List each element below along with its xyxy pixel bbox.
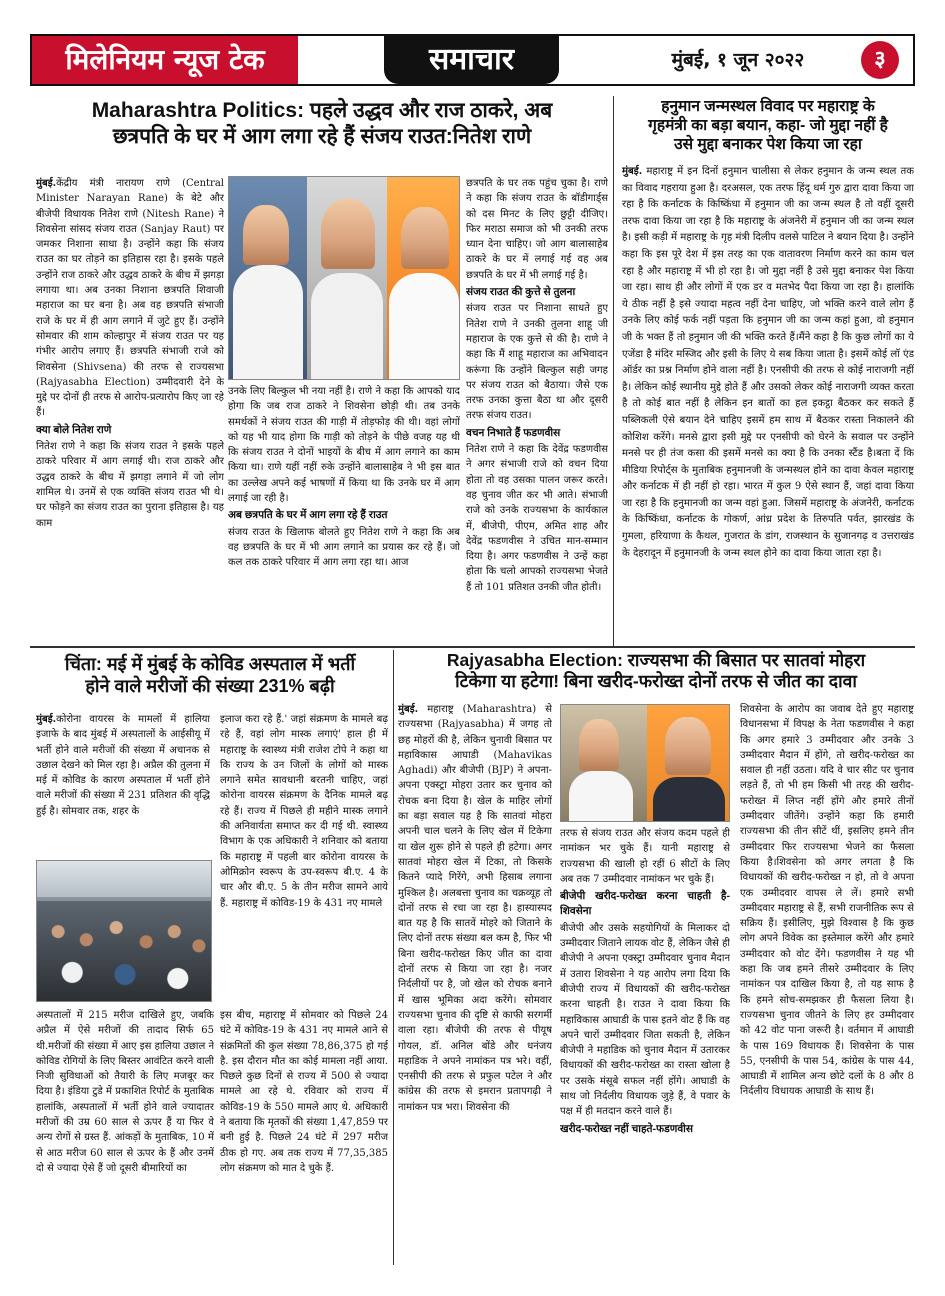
article4-column-3 bbox=[740, 702, 914, 1257]
article1-column-3 bbox=[466, 176, 608, 638]
article1-headline bbox=[36, 98, 608, 149]
politicians-photo bbox=[228, 176, 460, 380]
crowd-heads bbox=[37, 901, 212, 1002]
paragraph: केंद्रीय मंत्री नारायण राणे (Central Minister Narayan Rane) के बेटे और बीजेपी विधायक नितेश राणे (Nitesh Rane) ने शिवसेना सांसद संजय राउत (Sanjay Raut) पर जमकर निशाना साधा है। उन्होंने कहा कि संजय राउत का घर तोड़ने का इतिहास रहा है। इसके पहले उन्होंने राज ठाकरे और उद्धव ठाकरे के बीच में झगड़ा लगाया था। अब उनका निशाना छत्रपति शिवाजी महाराज का घर बना है। अब वह छत्रपति संभाजी राजे के घर में ही आग लगाने में जुटे हुए हैं। उन्होंने सोमवार की शाम कोल्हापुर में संजय राउत पर यह गंभीर आरोप लगाए हैं। छत्रपति संभाजी राजे को शिवसेना (Shivsena) की तरफ से राज्यसभा (Rajyasabha Election) उम्मीदवारी देने के मुद्दे पर दोनों ही तरफ से आरोप-प्रत्यारोप किए जा रहे हैं। bbox=[36, 178, 224, 419]
leader-right-face bbox=[665, 717, 711, 775]
subheading: बीजेपी खरीद-फरोख्त करना चाहती है- शिवसेना bbox=[560, 890, 730, 918]
dateline: मुंबई. bbox=[36, 178, 57, 189]
headline-line: चिंता: मई में मुंबई के कोविड अस्पताल में भर्ती bbox=[64, 654, 356, 674]
section-title: समाचार bbox=[384, 36, 559, 84]
headline-line: टिकेगा या हटेगा! बिना खरीद-फरोख्त दोनों तरफ से जीत का दावा bbox=[455, 671, 857, 692]
paragraph: संजय राउत के खिलाफ बोलते हुए नितेश राणे ने कहा कि अब वह छत्रपति के घर में भी आग लगाने का प्रयास कर रहे हैं। जो कल तक ठाकरे परिवार में आग लगा रहा था। आज bbox=[228, 526, 460, 569]
subheading: खरीद-फरोख्त नहीं चाहते-फडणवीस bbox=[560, 1122, 693, 1135]
paragraph: तरफ से संजय राउत और संजय कदम पहले ही नामांकन भर चुके हैं। यानी महाराष्ट्र से राज्यसभा की खाली हो रहीं 6 सीटों के लिए अब तक 7 उम्मीदवार नामांकन भर चुके हैं। bbox=[560, 828, 730, 885]
paragraph: इलाज करा रहे हैं.' जहां संक्रमण के मामले बढ़ रहे हैं, वहां लोग मास्क लगाएं' हाल ही में महाराष्ट्र के स्वास्थ्य मंत्री राजेश टोपे ने कहा था कि राज्य के उन जिलों के लोगों को मास्क लगाने समेत सावधानी बरतनी चाहिए, जहां कोरोना वायरस संक्रमण के दैनिक मामले बढ़ रहे हैं। राज्य में पिछले ही महीने मास्क लगाने की अनिवार्यता समाप्त कर दी गई थी. स्वास्थ्य विभाग के एक अधिकारी ने शनिवार को बताया कि महाराष्ट्र में पहली बार कोरोना वायरस के ओमिक्रोन स्वरूप के उप-स्वरूप बी.ए. 4 के चार और बी.ए. 5 के तीन मरीज सामने आये हैं. महाराष्ट्र में कोविड-19 के 431 नए मामले bbox=[220, 714, 388, 909]
paragraph: अस्पतालों में 215 मरीज दाखिले हुए, जबकि अप्रैल में ऐसे मरीजों की तादाद सिर्फ 65 थी.मरीजों की संख्या में आए इस हालिया उछाल ने कोविड रोगियों के लिए बिस्तर आवंटित करने वाली निजी सुविधाओं को तैयारी के लिए मजबूर कर दिया है। इंडिया टुडे में प्रकाशित रिपोर्ट के मुताबिक हालांकि, अस्पतालों में भर्ती होने वाले ज्यादातर मरीजों की उम्र 60 साल से ऊपर हैं या फिर वे अन्य रोगों से ग्रस्त हैं. आंकड़ों के मुताबिक, 10 में से आठ मरीज 60 साल से ऊपर के हैं और उनमें दो से ज्यादा ऐसे हैं जो दूसरी बीमारियों का bbox=[36, 1010, 214, 1174]
paragraph: कोरोना वायरस के मामलों में हालिया इजाफे के बाद मुंबई में अस्पतालों के आईसीयू में भर्ती होने वाले मरीजों की संख्या में अचानक से उछाल देखने को मिल रहा है। अप्रैल की तुलना में मई में कोविड के कारण अस्पताल में भर्ती होने वाले मरीजों की संख्या में 231 प्रतिशत की वृद्धि हुई है। सोमवार तक, शहर के bbox=[36, 714, 210, 817]
column-divider bbox=[613, 96, 614, 646]
page-number-badge: ३ bbox=[861, 41, 899, 79]
politician-left-kurta bbox=[233, 265, 303, 380]
article1-column-2 bbox=[228, 384, 460, 640]
headline-line: उसे मुद्दा बनाकर पेश किया जा रहा bbox=[674, 135, 862, 153]
headline-line: गृहमंत्री का बड़ा बयान, कहा- जो मुद्दा नहीं है bbox=[648, 116, 888, 134]
paragraph: छत्रपति के घर तक पहुंच चुका है। राणे ने कहा कि संजय राउत के बॉडीगार्ड्स को दस मिनट के लिए छुट्टी दीजिए। फिर मराठा समाज को भी उनकी तरफ ध्यान देना चाहिए। जो आग बालासाहेब ठाकरे के घर में लगाई गई वह अब छत्रपति के घर में भी लगाई गई है। bbox=[466, 178, 608, 281]
article4-column-1 bbox=[398, 702, 552, 1257]
paper-name: मिलेनियम न्यूज टेक bbox=[32, 36, 298, 84]
leader-left-face bbox=[579, 719, 619, 771]
paragraph: इस बीच, महाराष्ट्र में सोमवार को पिछले 24 घंटे में कोविड-19 के 431 नए मामले आने से संक्रमितों की कुल संख्या 78,86,375 हो गई है. इस दौरान मौत का कोई मामला नहीं आया. पिछले कुछ दिनों से राज्य में 500 से ज्यादा मामले आ रहे थे. रविवार को राज्य में कोविड-19 के 550 मामले आए थे. अधिकारी ने बताया कि मृतकों की संख्या 1,47,859 पर बनी हुई है. पिछले 24 घंटे में 297 मरीज ठीक हो गए. अब तक राज्य में 77,35,385 लोग संक्रमण को मात दे चुके हैं. bbox=[220, 1010, 388, 1174]
article4-column-2 bbox=[560, 826, 730, 1258]
headline-line: हनुमान जन्मस्थल विवाद पर महाराष्ट्र के bbox=[661, 98, 875, 115]
article3-column-2 bbox=[220, 712, 388, 1002]
article1-column-1 bbox=[36, 176, 224, 636]
masthead bbox=[30, 34, 915, 86]
dateline: मुंबई. bbox=[398, 704, 419, 715]
headline-line: Rajyasabha Election: राज्यसभा की बिसात पर सातवां मोहरा bbox=[446, 650, 866, 670]
article3-headline bbox=[32, 654, 388, 698]
politician-center-shirt bbox=[311, 273, 383, 380]
section-divider bbox=[30, 646, 915, 648]
leader-right-jacket bbox=[653, 777, 725, 822]
article4-headline bbox=[398, 650, 914, 693]
subheading: संजय राउत की कुत्ते से तुलना bbox=[466, 286, 576, 299]
crowd-photo bbox=[36, 860, 212, 1002]
paragraph: नितेश राणे ने कहा कि संजय राउत ने इसके पहले ठाकरे परिवार में आग लगाई थी। राज ठाकरे और उद्धव ठाकरे के बीच में झगड़ा लगाने में जो लोग शामिल थे। उनमें से एक व्यक्ति संजय राउत भी थे। घर फोड़ने का संजय राउत का पुराना इतिहास है। यह काम bbox=[36, 441, 224, 529]
leader-left-kurta bbox=[569, 771, 633, 822]
paragraph: बीजेपी और उसके सहयोगियों के मिलाकर दो उम्मीदवार जिताने लायक वोट हैं, लेकिन जैसे ही बीजेपी ने अपना एक्स्ट्रा उम्मीदवार चुनाव मैदान में उतारा शिवसेना ने यह आरोप लगा दिया कि बीजेपी राज्य में विधायकों की खरीद-फरोख्त करना चाहती है। राउत ने दावा किया कि महाविकास आघाडी के पास इतने वोट हैं कि वह अपने चारों उम्मीदवार जिता सकती है, लेकिन बीजेपी ने महाडिक को चुनाव मैदान में उतारकर विधायकों की खरीद-फरोख्त का रास्ता खोला है पर उसके मंसूबे सफल नहीं होंगे। आघाडी के साथ जो निर्दलीय विधायक जुड़े हैं, वे पवार के पक्ष में ही मतदान करने वाले हैं। bbox=[560, 922, 730, 1118]
article2-body bbox=[622, 164, 914, 640]
politician-right-kurta bbox=[389, 273, 459, 380]
politician-right-face bbox=[401, 207, 449, 269]
dateline: मुंबई. bbox=[36, 714, 57, 725]
dateline: मुंबई. bbox=[622, 166, 643, 177]
issue-date: मुंबई, १ जून २०२२ bbox=[671, 49, 805, 71]
train-roof bbox=[37, 861, 212, 897]
paragraph: संजय राउत पर निशाना साधते हुए नितेश राणे ने उनकी तुलना शाहू जी महाराज के एक कुत्ते से की है। राणे ने कहा कि मैं शाहू महाराज का अभिवादन करूंगा कि उन्होंने बिल्कुल सही जगह पर संजय राउत को बैठाया। जैसे एक तरफ उनका कुत्ता बैठा था और दूसरी तरफ संजय राउत। bbox=[466, 303, 608, 422]
paragraph: महाराष्ट्र में इन दिनों हनुमान चालीसा से लेकर हनुमान के जन्म स्थल तक का विवाद गहराया हुआ है। दरअसल, एक तरफ हिंदू धर्म गुरु द्वारा दावा किया जा रहा है कि कर्नाटक के किष्किंधा में हनुमान जी का जन्म स्थल है तो वहीं दूसरी तरफ दावा किया जा रहा है कि महाराष्ट्र के अंजनेरी में हनुमान जी का जन्म स्थल है। इसी कड़ी में महाराष्ट्र के गृह मंत्री दिलीप वलसे पाटिल ने बयान दिया है। उन्होंने कहा कि इस पूरे देश में इस तरह का एक वातावरण निर्माण करने का काम चल रहा है और महाराष्ट्र में भी हो रहा है। जो मुद्दा नहीं है उसे मुद्दा बनाकर पेश किया जा रहा। साथ ही और लोगों में एक डर व मतभेद पैदा किया जा रहा है। हालांकि ये ठीक नहीं है इसे ज्यादा महत्व नहीं देना चाहिए, जो भक्ति करने वाले लोग हैं उनके लिए कोई फर्क नहीं पड़ता कि हनुमान जी का जन्म कहां हुआ, वो हनुमान जी के भक्त हैं तो हनुमान जी की भक्ति करते हैं।मैंने कहा है कि कुछ लोगों का ये एजेंडा है मंदिर मस्जिद और इसी के लिए ये सब किया जाता है। इसमें कोई लॉ एंड ऑर्डर का प्रश्न निर्माण होने वाला नहीं है। एनसीपी की तरफ से कोई नाराजगी नहीं है। लेकिन कोई स्थानीय मुद्दे होते हैं और उसको लेकर कोई नाराजगी व्यक्त करता है तो कोई बात नहीं है लेकिन इन बातों का हल इकट्ठा बैठकर कर सकते हैं पब्लिकली ऐसे बयान देने चाहिए इसमें हम साथ में बैठकर रास्ता निकालने की कोशिश करेंगे। मनसे द्वारा इसी मुद्दे पर एनसीपी को घेरने के सवाल पर उन्होंने मनसे पर ही तंज कसा की इसमें मनसे का क्या है कि उनका स्टैंड है।बता दें कि मीडिया रिपोर्ट्स के मुताबिक हनुमानजी के जन्मस्थल होने का दावा केवल महाराष्ट्र और कर्नाटक में ही नहीं हो रहा। भारत में कुल 9 ऐसे स्थान हैं, जहां दावा किया जा रहा है कि हनुमानजी का जन्म वहां हुआ. जिसमें महाराष्ट्र के अंजनेरी, कर्नाटक के किष्किंधा, कर्नाटक के गोकर्ण, आंध्र प्रदेश के तिरुपति पर्वत, झारखंड के गुमला, हरियाणा के कैथल, गुजरात के डांग, राजस्थान के सुजानगढ़ व उत्तराखंड के देहरादून में हनुमानजी के जन्म स्थल होने का दावा किया जाता रहा है। bbox=[622, 166, 914, 559]
leaders-photo bbox=[560, 704, 730, 822]
headline-line: छत्रपति के घर में आग लगा रहे हैं संजय राउत:नितेश राणे bbox=[112, 124, 532, 148]
article3-bottom-column-2 bbox=[220, 1008, 388, 1263]
column-divider bbox=[393, 650, 394, 1265]
subheading: अब छत्रपति के घर में आग लगा रहे हैं राउत bbox=[228, 509, 388, 522]
subheading: वचन निभाते हैं फडणवीस bbox=[466, 426, 561, 439]
headline-line: Maharashtra Politics: पहले उद्धव और राज ठाकरे, अब bbox=[91, 99, 553, 122]
politician-left-face bbox=[243, 205, 289, 265]
paragraph: उनके लिए बिल्कुल भी नया नहीं है। राणे ने कहा कि आपको याद होगा कि जब राज ठाकरे ने शिवसेना छोड़ी थी। तब उनके समर्थकों ने संजय राउत की गाड़ी में तोड़फोड़ की थी। वहां लोगों को यह भी याद होगा कि गाड़ी को तोड़ने के पीछे वजह यह थी कि संजय राउत ने दोनों भाइयों के बीच में आग लगाने का काम किया था। राणे यहीं नहीं रुके उन्होंने बालासाहेब ने भी इस बात का उल्लेख अपने कई भाषणों में किया था कि उनके घर में आग लगाई जा रही है। bbox=[228, 386, 460, 505]
article3-column-1 bbox=[36, 712, 210, 854]
paragraph: महाराष्ट्र (Maharashtra) से राज्यसभा (Rajyasabha) में जगह तो छह मोहरों की है, लेकिन चुनावी बिसात पर महाविकास आघाडी (Mahavikas Aghadi) और बीजेपी (BJP) ने अपना-अपना एक्स्ट्रा मोहरा उतार कर चुनाव को रोचक बना दिया है। खेल के माहिर लोगों का बड़ा सवाल यह है कि सातवां मोहरा अपनी चाल चलने के लिए खेल में टिकेगा या खेल शुरू होने से पहले ही हटेगा। अगर सातवां मोहरा खेल में टिका, तो किसके कितने प्यादे गिरेंगे, अभी हिसाब लगाना मुश्किल है। अलबत्ता चुनाव का चक्रव्यूह तो दोनों तरफ से रचा जा रहा है। हास्यास्पद बात यह है कि सातवें मोहरे को जिताने के लिए दोनों तरफ संख्या बल कम है, फिर भी बिना खरीद-फरोख्त किए जीत का दावा दोनों तरफ से किया जा रहा है। नजर निर्दलीयों पर है, जो खेल को रोचक बनाने में खास भूमिका अदा करेंगे। सोमवार राज्यसभा चुनाव की दृष्टि से काफी सरगर्मी वाला रहा। बीजेपी की तरफ से पीयूष गोयल, डॉ. अनिल बोंडे और धनंजय महाडिक ने अपने नामांकन पत्र भरे। वहीं, एनसीपी की तरफ से प्रफुल पटेल ने और कांग्रेस की तरफ से इमरान प्रतापगढ़ी ने नामांकन पत्र भरा। शिवसेना की bbox=[398, 704, 552, 1113]
paragraph: नितेश राणे ने कहा कि देवेंद्र फडणवीस ने अगर संभाजी राजे को वचन दिया होता तो वह उसका पालन जरूर करते। वह चुनाव जीत कर भी आते। संभाजी राजे को उनके राज्यसभा के कार्यकाल में, बीजेपी, पीएम, अमित शाह और देवेंद्र फडणवीस ने उचित मान-सम्मान दिया है। अगर फडणवीस ने उन्हें कहा होता कि चलो आपको राज्यसभा भेजते हैं तो 101 प्रतिशत उनकी जीत होती। bbox=[466, 444, 608, 593]
headline-line: होने वाले मरीजों की संख्या 231% बढ़ी bbox=[85, 675, 335, 696]
paragraph: शिवसेना के आरोप का जवाब देते हुए महाराष्ट्र विधानसभा में विपक्ष के नेता फडणवीस ने कहा कि अगर हमारे 3 उम्मीदवार और उनके 3 उम्मीदवार मैदान में होंगे, तो खरीद-फरोख्त का सवाल ही नहीं उठता। यदि वे चार सीट पर चुनाव लड़ते हैं, तो भी हम किसी भी तरह की खरीद-फरोख्त में लिप्त नहीं होंगे और हमारे तीनों उम्मीदवार जीतेंगे। उन्होंने कहा कि हमारी राज्यसभा की तीन सीटें थीं, इसलिए हमने तीन उम्मीदवार फिर राज्यसभा भेजने का फैसला किया है।शिवसेना को अगर लगता है कि विधायकों की खरीद-फरोख्त न हो, तो वे अपना एक उम्मीदवार वापस ले लें। हमारे सभी उम्मीदवार महाराष्ट्र से हैं, सभी राजनीतिक रूप से सक्रिय हैं। इसीलिए, मुझे विश्वास है कि कुछ लोग अपने विवेक का इस्तेमाल करेंगे और हमारे उम्मीदवार को वोट देंगे। फडणवीस ने यह भी कहा कि जब हमने तीसरे उम्मीदवार के लिए नामांकन पत्र दाखिल किया है, तो यह साफ है कि हमने सोच-समझकर ही फैसला लिया है।राज्यसभा चुनाव जीतने के लिए हर उम्मीदवार को 42 वोट पाना जरूरी है। वर्तमान में आघाडी के पास 169 विधायक हैं। शिवसेना के पास 55, एनसीपी के पास 54, कांग्रेस के पास 44, आघाडी में शामिल अन्य छोटे दलों के 8 और 8 निर्दलीय विधायक आघाडी के साथ हैं। bbox=[740, 704, 914, 1098]
politician-center-face bbox=[321, 199, 375, 269]
subheading: क्या बोले नितेश राणे bbox=[36, 423, 112, 436]
article2-headline bbox=[620, 98, 916, 155]
article3-bottom-column-1 bbox=[36, 1008, 214, 1263]
